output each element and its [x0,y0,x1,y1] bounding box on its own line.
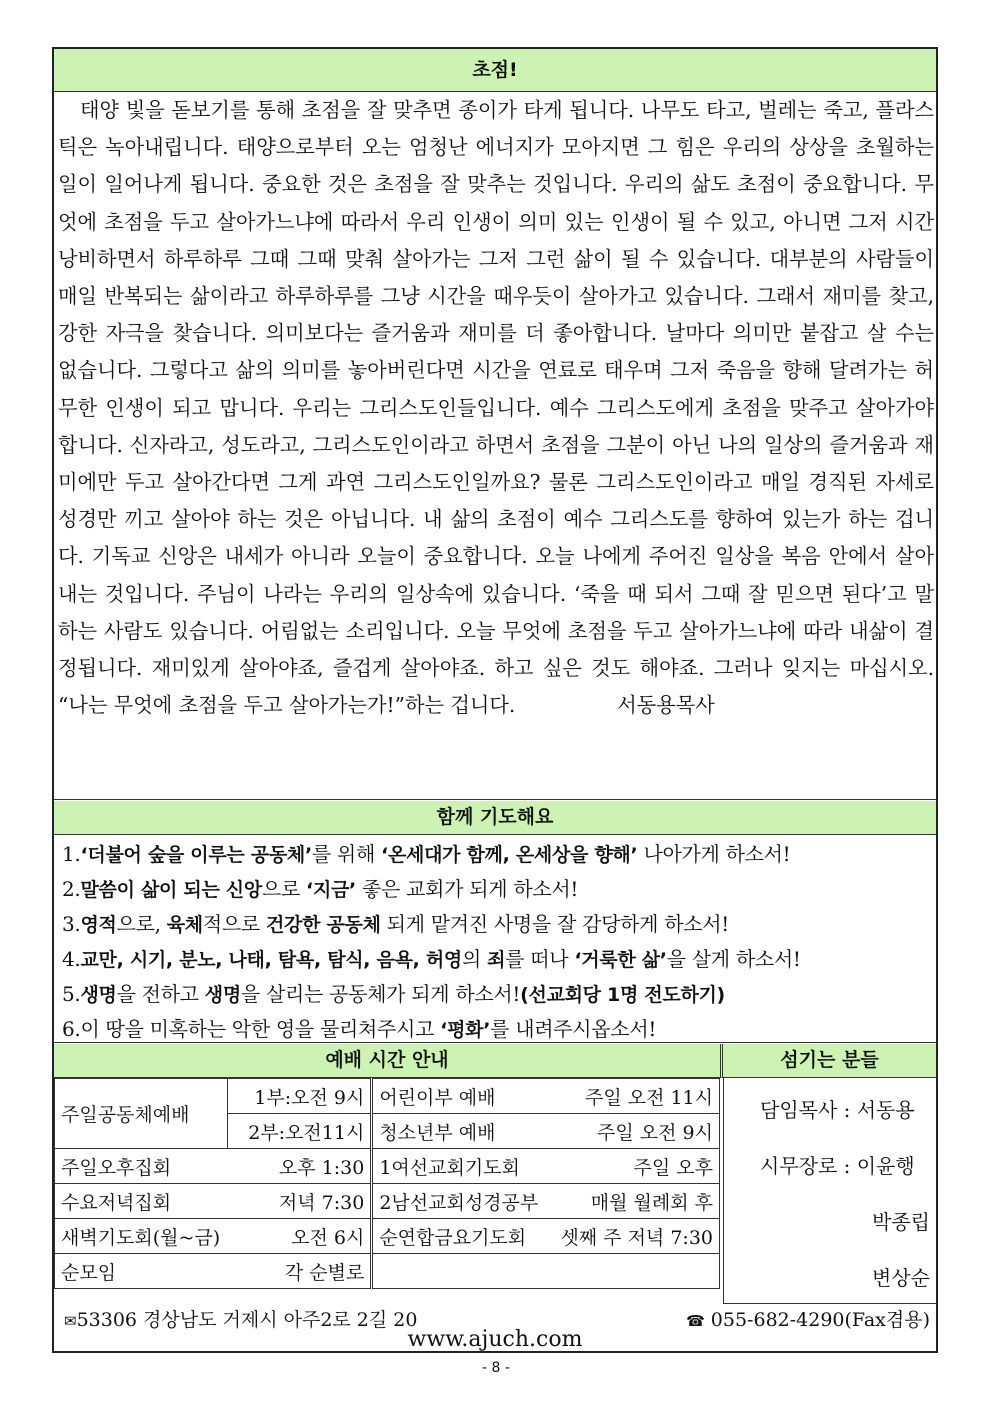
prayer-emphasis: 죄 [487,949,506,971]
prayer-item [62,837,936,872]
prayer-item [62,1012,936,1047]
cell-meeting-time: 각 순별로 [284,1261,365,1284]
afternoon-service-name: 주일오후집회 [61,1156,172,1179]
prayer-text: 적으로 [202,912,266,936]
empty-cell [372,1254,720,1289]
prayer-emphasis: 건강한 공동체 [265,914,381,936]
website-link[interactable]: www.ajuch.com [407,1327,583,1352]
wednesday-service-time: 저녁 7:30 [278,1191,365,1214]
cell-meeting-name: 순모임 [61,1261,117,1284]
afternoon-service-time: 오후 1:30 [278,1156,365,1179]
men-bible-study-time: 매월 월례회 후 [590,1191,713,1214]
afternoon-service [55,1149,372,1184]
men-bible-study [372,1184,720,1219]
prayer-text: 의 [461,947,488,971]
wednesday-service-name: 수요저녁집회 [61,1191,172,1214]
youth-service [372,1114,720,1149]
address-text: 53306 경상남도 거제시 아주2로 2길 20 [76,1309,418,1331]
prayer-text: 나아가게 하소서! [637,842,791,866]
union-prayer [372,1219,720,1254]
prayer-text: 으로, [116,912,167,936]
pastor-signature: 서동용목사 [617,693,715,718]
prayer-title: 함께 기도해요 [54,801,936,835]
church-footer [54,1305,936,1353]
prayer-emphasis: 교만, 시기, 분노, 나태, 탐욕, 탐식, 음욕, 허영 [80,949,462,971]
elder-name: 시무장로 : 이윤행 [760,1154,915,1178]
women-prayer-time: 주일 오후 [633,1156,713,1179]
prayer-text: 1. [62,842,81,866]
service2-time: 2부:오전11시 [228,1114,372,1149]
prayer-emphasis: ‘더불어 숲을 이루는 공동체’ [80,844,312,866]
prayer-text: 되게 맡겨진 사명을 잘 감당하게 하소서! [380,912,730,936]
prayer-item [62,977,936,1012]
prayer-item [62,942,936,977]
prayer-emphasis: ‘평화’ [440,1019,491,1041]
wednesday-service [55,1184,372,1219]
elder3-name: 변상순 [872,1266,930,1290]
prayer-text: 으로 [261,877,307,901]
schedule-title: 예배 시간 안내 [54,1044,723,1078]
prayer-emphasis: 영적 [80,914,117,936]
phone-number: 055-682-4290(Fax겸용) [710,1309,930,1331]
prayer-emphasis: 육체 [166,914,203,936]
prayer-text: 를 떠나 [505,947,575,971]
prayer-emphasis: ‘온세대가 함께, 온세상을 향해’ [381,844,638,866]
union-prayer-time: 셋째 주 저녁 7:30 [560,1226,713,1249]
bulletin-page [52,47,938,1353]
servers-title: 섬기는 분들 [723,1044,936,1078]
elder2-name: 박종립 [872,1210,930,1234]
prayer-emphasis: ‘지금’ [306,879,356,901]
prayer-text: 5. [62,982,81,1006]
prayer-text: 2. [62,877,81,901]
table-row [55,1219,720,1254]
children-service-time: 주일 오전 11시 [584,1086,713,1109]
service1-time: 1부:오전 9시 [228,1079,372,1114]
table-row [55,1079,720,1114]
mail-icon: ✉ [64,1312,77,1330]
cell-meeting [55,1254,372,1289]
prayer-emphasis: 말씀이 삶이 되는 신앙 [80,879,262,901]
pastor-name: 담임목사 : 서동용 [760,1098,915,1122]
page-number: - 8 - [482,1360,510,1376]
prayer-text: 4. [62,947,81,971]
children-service [372,1079,720,1114]
prayer-text: 6.이 땅을 미혹하는 악한 영을 물리쳐주시고 [62,1017,441,1041]
prayer-emphasis: 생명 [204,984,241,1006]
prayer-text: 을 살리는 공동체가 되게 하소서! [240,982,521,1006]
men-bible-study-name: 2남선교회성경공부 [379,1191,539,1214]
prayer-text: 좋은 교회가 되게 하소서! [355,877,579,901]
union-prayer-name: 순연합금요기도회 [379,1226,527,1249]
women-prayer-name: 1여선교회기도회 [379,1156,520,1179]
focus-body: 태양 빛을 돋보기를 통해 초점을 잘 맞추면 종이가 타게 됩니다. 나무도 타고, 벌레는 죽고, 플라스틱은 녹아내립니다. 태양으로부터 오는 엄청난 에너지가 모아지면 그 힘은 우리의 상상을 초월하는 일이 일어나게 됩니다. 중요한 것은 초점을 잘 맞추는 것입니다. 우리의 삶도 초점이 중요합니다. 무엇에 초점을 두고 살아가느냐에 따라서 우리 인생이 의미 있는 인생이 될 수 있고, 아니면 그저 시간 낭비하면서 하루하루 그때 그때 맞춰 살아가는 그저 그런 삶이 될 수 있습니다. 대부분의 사람들이 매일 반복되는 삶이라고 하루하루를 그냥 시간을 때우듯이 살아가고 있습니다. 그래서 재미를 찾고, 강한 자극을 찾습니다. 의미보다는 즐거움과 재미를 더 좋아합니다. 날마다 의미만 붙잡고 살 수는 없습니다. 그렇다고 삶의 의미를 놓아버린다면 시간을 연료로 태우며 그저 죽음을 향해 달려가는 허무한 인생이 되고 맙니다. 우리는 그리스도인들입니다. 예수 그리스도에게 초점을 맞주고 살아가야 합니다. 신자라고, 성도라고, 그리스도인이라고 하면서 초점을 그분이 아닌 나의 일상의 즐거움과 재미에만 두고 살아간다면 그게 과연 그리스도인일까요? 물론 그리스도인이라고 매일 경직된 자세로 성경만 끼고 살아야 하는 것은 아닙니다. 내 삶의 초점이 예수 그리스도를 향하여 있는가 하는 겁니다. 기독교 신앙은 내세가 아니라 오늘이 중요합니다. 오늘 나에게 주어진 일상을 복음 안에서 살아내는 것입니다. 주님이 나라는 우리의 일상속에 있습니다. ‘죽을 때 되서 그때 잘 믿으면 된다’고 말하는 사람도 있습니다. 어림없는 소리입니다. 오늘 무엇에 초점을 두고 살아가느냐에 따라 내삶이 결정됩니다. 재미있게 살아야죠, 즐겁게 살아야죠. 하고 싶은 것도 해야죠. 그러나 잊지는 마십시오. “나는 무엇에 초점을 두고 살아가는가!”하는 겁니다. [58,98,934,718]
prayer-text: 을 전하고 [116,982,205,1006]
youth-service-name: 청소년부 예배 [379,1121,496,1144]
focus-essay [54,92,936,800]
dawn-prayer [55,1219,372,1254]
main-service-label: 주일공동체예배 [55,1079,228,1149]
children-service-name: 어린이부 예배 [379,1086,496,1109]
focus-title: 초점! [54,49,936,92]
prayer-item [62,872,936,907]
servers-panel [723,1078,936,1304]
worship-schedule-table [54,1078,720,1289]
prayer-emphasis: 생명 [80,984,117,1006]
table-row [55,1254,720,1289]
phone-icon: ☎ [686,1312,705,1330]
youth-service-time: 주일 오전 9시 [597,1121,713,1144]
table-row [55,1149,720,1184]
prayer-text: 를 위해 [311,842,382,866]
dawn-prayer-name: 새벽기도회(월~금) [61,1226,221,1249]
dawn-prayer-time: 오전 6시 [291,1226,365,1249]
prayer-text: 를 내려주시옵소서! [490,1017,657,1041]
prayer-emphasis: (선교회당 1명 전도하기) [520,984,725,1006]
prayer-item [62,907,936,942]
prayer-text: 3. [62,912,81,936]
table-row [55,1184,720,1219]
women-prayer [372,1149,720,1184]
prayer-list [54,835,936,1043]
prayer-text: 을 살게 하소서! [666,947,801,971]
prayer-emphasis: ‘거룩한 삶’ [574,949,667,971]
